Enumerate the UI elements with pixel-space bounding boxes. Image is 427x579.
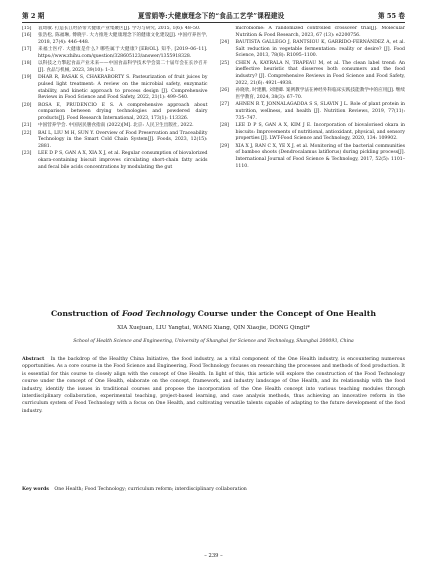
reference-item	[220, 26, 406, 39]
reference-item	[22, 61, 208, 74]
reference-text: CHEN A, KAYRALA N, TRAPEAU M, et al. The clean label trend: An ineffective heuristic that disserves both consumers and the food industry? [J]. Comprehensive Reviews in Food Science and Food Safety, 2022, 21(6): 4921–4938.	[235, 60, 405, 86]
reference-item	[22, 123, 208, 130]
reference-number	[220, 26, 236, 39]
reference-number: [23]	[22, 151, 32, 157]
reference-text: ROSA E, PRUDENCIO E S. A comprehensive approach about comparison between drying technologies and powdered dairy products[J]. Food Research International, 2023, 173(1): 113326.	[38, 102, 208, 122]
reference-text: LEE D P S, GAN A X, KIM J E. Incorporation of biovalorised okara in biscuits: Improvements of nutritional, antioxidant, physical, and sensory properties [J]. LWT-Food Science and Technology, 2020, 134: 109902.	[235, 122, 405, 142]
reference-item	[220, 123, 406, 143]
reference-number: [28]	[219, 122, 229, 128]
reference-text: 张浩松, 陈福琳, 傅晓宇. 大力推进大健康理念下的健康文化建设[J]. 中国疗养医学, 2018, 27(4): 446–448.	[38, 33, 208, 45]
reference-number: [15]	[22, 26, 32, 31]
reference-item	[22, 33, 208, 46]
reference-number: [16]	[22, 33, 32, 39]
reference-number: [22]	[22, 130, 32, 136]
reference-number: [18]	[22, 61, 32, 67]
abstract-text: In the backdrop of the Healthy China Initiative, the food industry, as a vital component of the One Health industry, is encountering numerous opportunities. As a core course in the Food Science and Engineering, Food Technology focuses on researching the processes and methods of food production. It is essential for this course to closely align with the concept of One Health. In light of this, this article will explore the construction of the Food Technology course under the concept of One Health, elaborate on the concept, framework, and industry landscape of One Health, and its relationship with the food industry, identify the issues in traditional courses and propose the incorporation of the One Health concept into various teaching modules through interdisciplinary collaboration, experimental teaching, project-based learning, and case analysis methods, thus achieving an innovative reform in the curriculum system of Food Technology with a focus on One Health, and cultivating versatile talents capable of adapting to the future development of the food industry.	[22, 357, 405, 414]
author-list: XIA Xuejuan, LIU Yangtai, WANG Xiang, QIN Xiaojie, DONG Qingli*	[117, 325, 310, 331]
reference-text: 以科技之力擎起食品产业未来——中国食品科学技术学会第二十届年会在长沙召开[J]. 食品与机械, 2023, 39(10): 1–3.	[38, 61, 208, 73]
reference-number: [27]	[219, 102, 229, 108]
keywords-text: One Health; Food Technology; curriculum reform; interdisciplinary collaboration	[54, 487, 247, 492]
reference-item	[22, 26, 208, 33]
reference-item	[220, 102, 406, 122]
reference-item	[220, 88, 406, 101]
reference-number: [26]	[219, 88, 229, 94]
reference-number: [29]	[219, 143, 229, 149]
keywords-label: Key words	[22, 487, 49, 492]
reference-text: AHNEN R T, JONNALAGADDA S S, SLAVIN J L. Role of plant protein in nutrition, wellness, and health [J]. Nutrition Reviews, 2019, 77(11): 735–747.	[235, 102, 405, 121]
reference-number: [17]	[22, 47, 32, 53]
header-rule	[22, 22, 405, 23]
english-title	[22, 309, 405, 318]
reference-item	[220, 40, 406, 60]
reference-text: DHAR R, BASAK S, CHAKRABORTY S. Pasteurization of fruit juices by pulsed light treatment: A review on the microbial safety, enzymatic stability, and kinetic approach to process design [J]. Comprehensive Reviews in Food Science and Food Safety, 2022, 21(1): 499–540.	[38, 75, 208, 101]
author-affiliation: School of Health Science and Engineering, University of Shanghai for Science and Technology, Shanghai 200093, China	[73, 339, 354, 344]
reference-column-right	[220, 26, 406, 290]
keywords	[22, 487, 405, 492]
running-title: 夏雪娟等:大健康理念下的“食品工艺学”课程建设	[137, 12, 285, 20]
title-course-name: Food Technology	[121, 309, 195, 318]
title-part-1: Construction of	[50, 309, 122, 318]
reference-number: [21]	[22, 123, 32, 129]
reference-item	[22, 47, 208, 60]
reference-number: [24]	[219, 40, 229, 45]
reference-number: [20]	[22, 102, 32, 108]
reference-text: 袁琦敏. 打造长江经济带大健康产业集聚区[J]. 学习与研究, 2015, 1(6): 48–50.	[38, 26, 201, 31]
abstract	[22, 356, 405, 415]
reference-text: microbiome: A randomized controlled crossover trial[J]. Molecular Nutrition & Food Research, 2023, 67 (13): e2200756.	[235, 26, 405, 38]
reference-text: BAUTISTA GALLEGO J, RANTSIOU K, GARRIDO-FERNÁNDEZ A, et al. Salt reduction in vegetable fermentation: reality or desire? [J]. Food Science, 2013, 78(8): R1095–1100.	[235, 40, 405, 59]
reference-list	[22, 26, 405, 290]
title-part-2: Course under the Concept of One Health	[194, 309, 377, 318]
reference-text: 孙晓欣, 时建鹏, 刘建卿. 案例教学法在神经外科临床实践技能教学中的应用[J]. 继续医学教育, 2024, 38(3): 67–70.	[235, 88, 405, 100]
reference-item	[220, 144, 406, 171]
abstract-label: Abstract	[22, 357, 45, 362]
page-number: – 239 –	[204, 553, 223, 559]
reference-item	[220, 61, 406, 88]
reference-item	[22, 103, 208, 123]
reference-text: LEE D P S, GAN A X, XIA X J, et al. Regular consumption of biovalorized okara-containing biscuit improves circulating short-chain fatty acids and fecal bile acids concentrations by modulating the gut	[38, 151, 208, 170]
reference-column-left	[22, 26, 208, 290]
issue-label: 第 2 期	[22, 12, 45, 20]
reference-item	[22, 151, 208, 171]
reference-item	[22, 75, 208, 102]
reference-text: 来福士医疗. 大健康是什么? 哪些属于大健康? [EB/OL]. 知乎, [2019–06–11]. https://www.zhihu.com/question/328605123/answer/1355918328.	[38, 47, 208, 59]
reference-item	[22, 131, 208, 151]
volume-label: 第 55 卷	[378, 12, 405, 20]
running-header	[22, 8, 405, 22]
reference-text: 中国营养学会. 中国居民膳食指南 (2022)[M]. 北京: 人民卫生出版社, 2022.	[38, 123, 194, 129]
reference-number: [25]	[219, 60, 229, 66]
reference-text: BAI L, LIU M H, SUN Y. Overview of Food Preservation and Traceability Technology in the Smart Cold Chain System[J]. Foods, 2023, 12(15): 2881.	[38, 130, 208, 150]
reference-number: [19]	[22, 75, 32, 81]
reference-text: XIA X J, RAN C X, YE X J, et al. Monitoring of the bacterial communities of bamboo shoots (Dendrocalamus latiflorus) during pickling process[J]. International Journal of Food Science & Technology, 2017, 52(5): 1101–1110.	[235, 143, 405, 169]
